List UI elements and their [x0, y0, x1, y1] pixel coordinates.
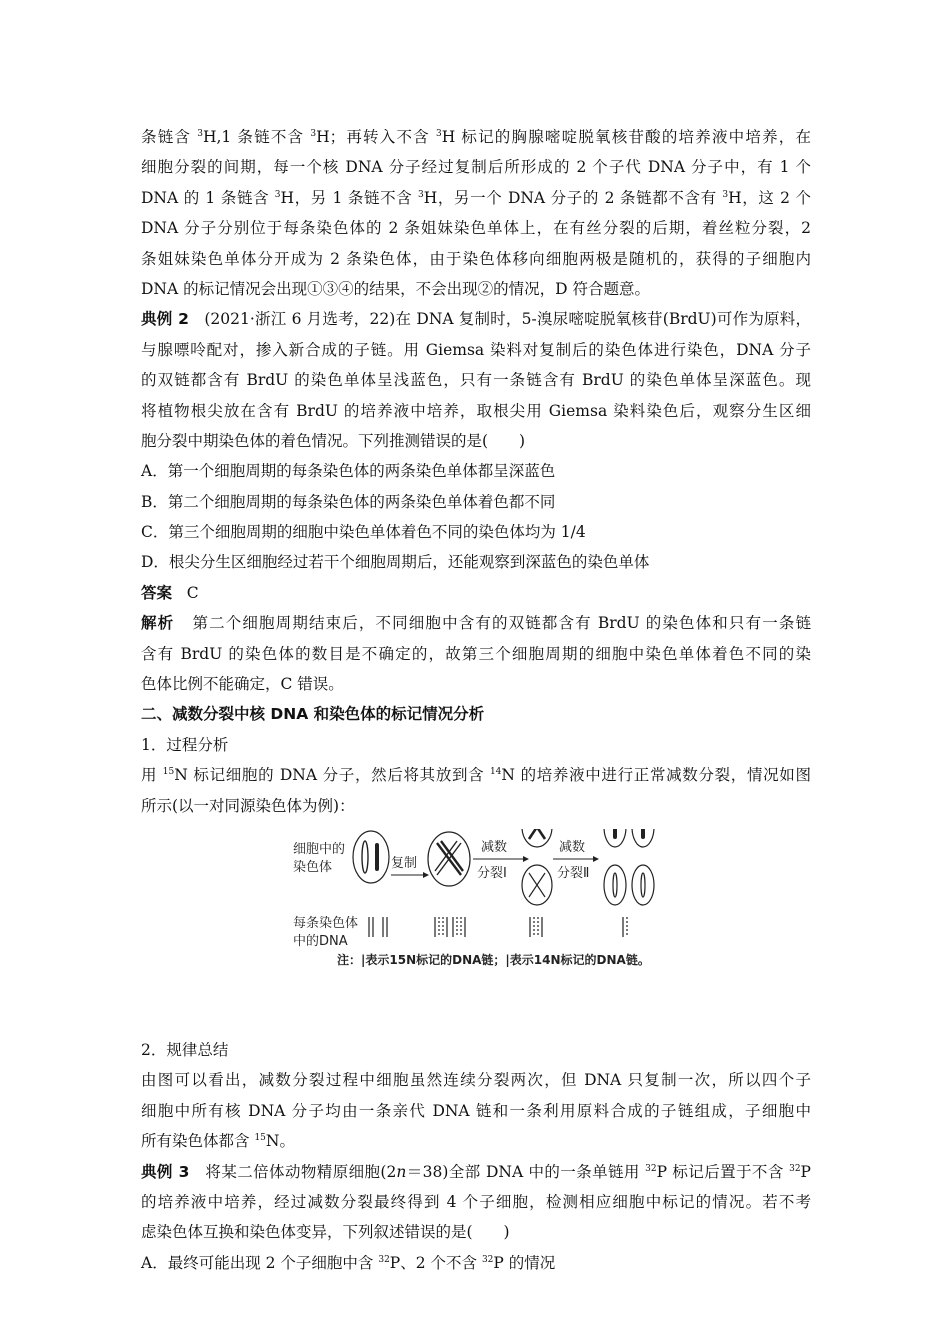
text-line: DNA 分子分别位于每条染色体的 2 条姐妹染色单体上，在有丝分裂的后期，着丝粒分裂，2	[141, 219, 811, 238]
cell-circle	[632, 865, 654, 905]
arrow-label: 分裂Ⅱ	[557, 865, 590, 881]
label-dna: 每条染色体	[293, 915, 359, 931]
option-c: C．第三个细胞周期的细胞中染色单体着色不同的染色体均为 1/4	[141, 523, 586, 542]
example-label: 典例 2	[141, 310, 189, 329]
answer-label: 答案	[141, 583, 173, 602]
chromosome-icon	[362, 841, 368, 873]
subheading: 2．规律总结	[141, 1040, 229, 1059]
chromosome-icon	[529, 829, 545, 839]
arrow-label: 减数	[559, 839, 586, 855]
example-label: 典例 3	[141, 1162, 190, 1181]
text-line: 由图可以看出，减数分裂过程中细胞虽然连续分裂两次，但 DNA 只复制一次，所以四个子	[141, 1071, 811, 1090]
text-line: 与腺嘌呤配对，掺入新合成的子链。用 Giemsa 染料对复制后的染色体进行染色，DNA 分子	[141, 340, 811, 359]
text-line: DNA 的标记情况会出现①③④的结果，不会出现②的情况，D 符合题意。	[141, 279, 650, 298]
label-cell: 细胞中的	[293, 841, 346, 857]
arrow-head-icon	[423, 872, 429, 878]
chromosome-icon	[529, 873, 545, 897]
section-heading: 二、减数分裂中核 DNA 和染色体的标记情况分析	[141, 705, 485, 724]
meiosis-figure	[141, 821, 811, 1035]
analysis-line: 解析 第二个细胞周期结束后，不同细胞中含有的双链都含有 BrdU 的染色体和只有一条链	[141, 614, 811, 633]
cell-circle	[353, 831, 389, 883]
option-a: A．最终可能出现 2 个子细胞中含 $^{32}$P、2 个不含 $^{32}$P 的情况	[141, 1253, 556, 1272]
example-2-question-line: 典例 2 (2021·浙江 6 月选考，22)在 DNA 复制时，5-溴尿嘧啶脱氧核苷(BrdU)可作为原料，	[141, 310, 812, 329]
chromosome-icon	[613, 873, 617, 897]
text-line: 将植物根尖放在含有 BrdU 的培养液中培养，取根尖用 Giemsa 染料染色后，观察分生区细	[141, 401, 811, 420]
answer-value: C	[186, 583, 199, 602]
arrow-head-icon	[523, 856, 529, 862]
answer-line	[141, 578, 811, 608]
dna-strands	[369, 917, 627, 937]
text-line: 细胞中所有核 DNA 分子均由一条亲代 DNA 链和一条利用原料合成的子链组成，子细胞中	[141, 1101, 811, 1120]
figure-note: 注：|表示15N标记的DNA链；|表示14N标记的DNA链。	[337, 952, 650, 967]
chromosome-icon	[375, 843, 379, 871]
chromosome-icon	[641, 829, 645, 839]
example-3-question-line: 典例 3 将某二倍体动物精原细胞(2n＝38)全部 DNA 中的一条单链用 $^{32}$P 标记后置于不含 $^{32}$P	[141, 1162, 811, 1181]
text-line: 条链含 $^3$H,1 条链不含 $^3$H；再转入不含 $^3$H 标记的胸腺嘧啶脱氧核苷酸的培养液中培养，在	[141, 128, 811, 146]
option-d: D．根尖分生区细胞经过若干个细胞周期后，还能观察到深蓝色的染色单体	[141, 553, 650, 572]
text-line: 胞分裂中期染色体的着色情况。下列推测错误的是( )	[141, 431, 526, 450]
cell-circle	[604, 865, 626, 905]
arrow-label: 复制	[391, 855, 418, 871]
meiosis-diagram	[291, 829, 661, 969]
text-line: 的双链都含有 BrdU 的染色单体呈浅蓝色，只有一条链含有 BrdU 的染色单体呈深蓝色。现	[141, 371, 811, 390]
text-line: 虑染色体互换和染色体变异，下列叙述错误的是( )	[141, 1223, 510, 1242]
label-cell: 染色体	[293, 859, 333, 875]
label-dna: 中的DNA	[293, 933, 348, 949]
option-b: B．第二个细胞周期的每条染色体的两条染色单体着色都不同	[141, 492, 556, 511]
text-line: DNA 的 1 条链含 $^3$H，另 1 条链不含 $^3$H，另一个 DNA 分子的 2 条链都不含有 $^3$H，这 2 个	[141, 188, 811, 207]
text-line: 含有 BrdU 的染色体的数目是不确定的，故第三个细胞周期的细胞中染色单体着色不同的染	[141, 644, 811, 663]
text-line: 细胞分裂的间期，每一个核 DNA 分子经过复制后所形成的 2 个子代 DNA 分子中，有 1 个	[141, 158, 811, 177]
arrow-label: 减数	[481, 839, 508, 855]
analysis-label: 解析	[141, 614, 175, 633]
text-line: 所有染色体都含 $^{15}$N。	[141, 1132, 295, 1151]
chromosome-icon	[641, 873, 645, 897]
subheading: 1．过程分析	[141, 735, 229, 754]
option-a: A．第一个细胞周期的每条染色体的两条染色单体都呈深蓝色	[141, 462, 556, 481]
text-line: 的培养液中培养，经过减数分裂最终得到 4 个子细胞，检测相应细胞中标记的情况。若不考	[141, 1192, 811, 1211]
arrow-label: 分裂Ⅰ	[477, 865, 507, 881]
text-line: 条姐妹染色单体分开成为 2 条染色体，由于染色体移向细胞两极是随机的，获得的子细胞内	[141, 249, 811, 268]
text-line: 色体比例不能确定，C 错误。	[141, 675, 344, 694]
text-line: 用 $^{15}$N 标记细胞的 DNA 分子，然后将其放到含 $^{14}$N 的培养液中进行正常减数分裂，情况如图	[141, 766, 811, 785]
chromosome-icon	[613, 829, 617, 839]
arrow-head-icon	[593, 856, 599, 862]
document-page	[141, 122, 811, 1278]
text-line: 所示(以一对同源染色体为例)：	[141, 796, 355, 815]
cell-circle	[522, 829, 552, 847]
